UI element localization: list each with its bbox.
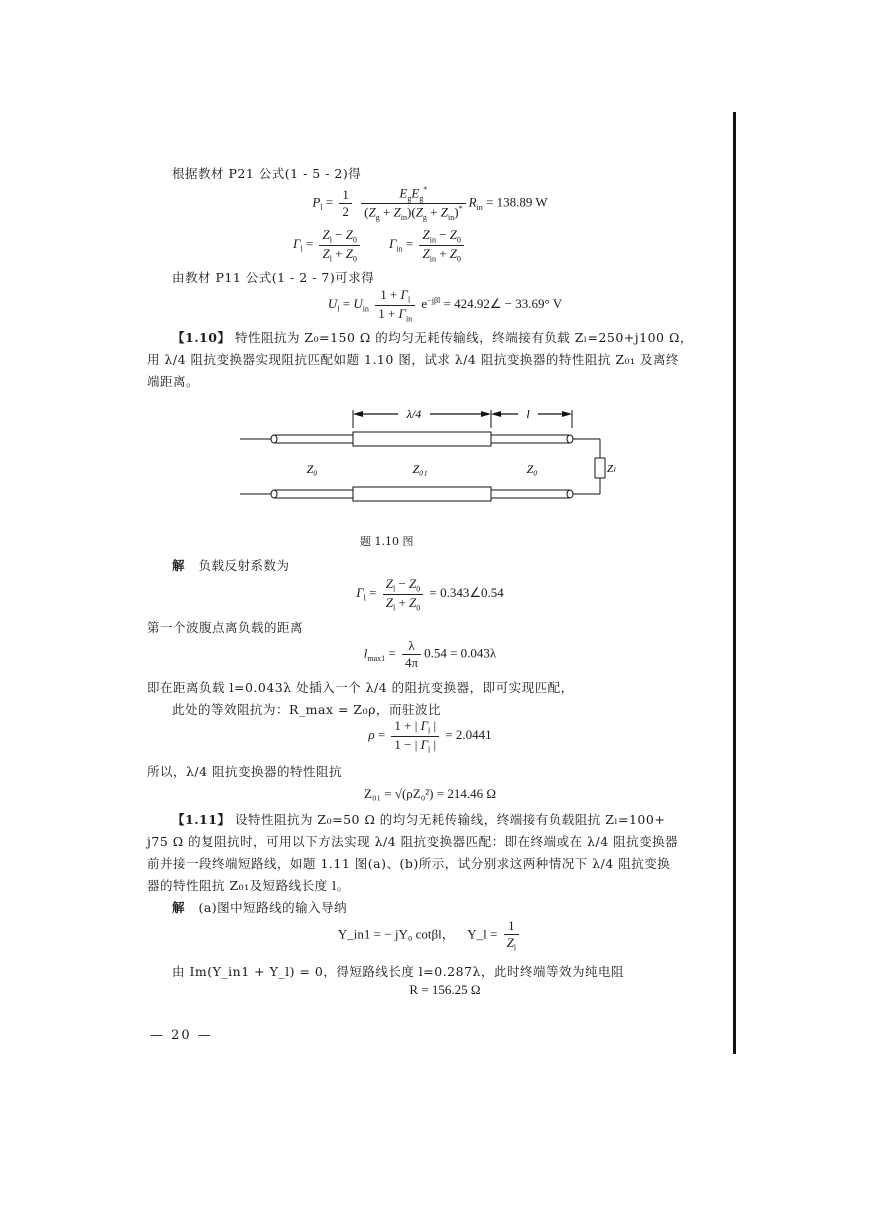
ul-result: = 424.92∠ − 33.69° V <box>443 296 563 312</box>
solution-2-label: 解 <box>172 900 186 915</box>
figure-caption: 题 1.10 图 <box>360 535 414 548</box>
yl-lhs: Y_l = <box>467 926 498 942</box>
equation-gamma: $\Gamma_l$ = $\frac{Z_l - Z_0}{Z_l + Z_0}$ $\Gamma_{in}$ = $\frac{Z_{in} - Z_0}{Z_{in} + Z_0}$ <box>0 227 760 263</box>
problem-1-11-label: 【1.11】 <box>172 812 231 827</box>
equation-lmax: $l_{max1}$ = $\frac{\lambda}{4\pi}$ 0.54 = 0.043λ <box>363 638 497 670</box>
equation-yin: Y_in1 = − jY₀ cotβl， Y_l = $\frac{1}{Z_l}$ <box>0 918 860 953</box>
l-length-label: l <box>526 407 530 421</box>
page-number: — 20 — <box>150 1028 213 1043</box>
equation-z01 <box>0 786 860 802</box>
p11-line: 由教材 P11 公式(1 - 2 - 7)可求得 <box>172 270 375 285</box>
problem-1-10-line3: 端距离。 <box>147 374 200 389</box>
intro-line: 根据教材 P21 公式(1 - 5 - 2)得 <box>172 166 362 181</box>
solution-label: 解 <box>172 558 186 573</box>
problem-1-10-line1 <box>172 328 693 346</box>
pl-result: = 138.89 W <box>486 194 548 210</box>
solution-2-text: (a)图中短路线的输入导纳 <box>198 900 348 915</box>
problem-1-11-line3: 前并接一段终端短路线，如题 1.11 图(a)、(b)所示，试分别求这两种情况下 λ/4 阻抗变换 <box>147 856 671 871</box>
problem-1-10-text1: 特性阻抗为 Z₀=150 Ω 的均匀无耗传输线，终端接有负载 Zₗ=250+j100 Ω， <box>234 330 693 345</box>
transmission-line-diagram <box>240 402 620 517</box>
z01-rhs: √(ρZ₀²) = 214.46 Ω <box>394 786 496 801</box>
rho-result: = 2.0441 <box>445 727 492 743</box>
lambda-quarter-label: λ/4 <box>406 407 422 421</box>
so-line: 所以，λ/4 阻抗变换器的特性阻抗 <box>147 764 343 779</box>
equation-pl: $P_l$ = $\frac{1}{2}$ $\frac{E_gE_g^*}{(Z_g + Z_{in})(Z_g + Z_{in})^*}$ $R_{in} = 138.89$ W <box>312 185 548 222</box>
problem-1-11-text1: 设特性阻抗为 Z₀=50 Ω 的均匀无耗传输线，终端接有负载阻抗 Zₗ=100+ <box>234 812 666 827</box>
im-line: 由 Im(Y_in1 + Y_l) = 0，得短路线长度 l=0.287λ，此时终端等效为纯电阻 <box>172 964 624 979</box>
problem-1-11-line4: 器的特性阻抗 Z₀₁及短路线长度 l。 <box>147 878 350 893</box>
insert-line: 即在距离负载 l=0.043λ 处插入一个 λ/4 的阻抗变换器，即可实现匹配， <box>147 680 574 695</box>
equation-ul: $U_l = U_{in}$ $\frac{1 + \Gamma_l}{1 + \Gamma_{in}}$ $e^{-j\beta l}$ = 424.92∠ − 33.69° V <box>327 287 563 324</box>
equation-r: R = 156.25 Ω <box>409 982 481 997</box>
equation-gamma-l: $\Gamma_l$ = $\frac{Z_l - Z_0}{Z_l + Z_0}$ = 0.343∠0.54 <box>356 576 504 613</box>
equiv-impedance-line: 此处的等效阻抗为：R_max = Z₀ρ，而驻波比 <box>172 702 441 717</box>
problem-1-10-line2: 用 λ/4 阻抗变换器实现阻抗匹配如题 1.10 图，试求 λ/4 阻抗变换器的特性阻抗 Z₀₁ 及离终 <box>147 352 680 367</box>
wave-antinode-line: 第一个波腹点离负载的距离 <box>147 620 304 635</box>
lmax-result: 0.54 = 0.043λ <box>424 645 497 661</box>
solution-text: 负载反射系数为 <box>198 558 290 573</box>
solution-1-11-intro <box>172 898 347 916</box>
z01-lhs: Z₀₁ = <box>364 786 392 801</box>
solution-1-10-intro <box>172 556 289 574</box>
equation-rho: ρ = $\frac{1 + | \Gamma_l |}{1 - | \Gamma_l |}$ = 2.0441 <box>368 718 492 755</box>
problem-1-11-line1 <box>172 810 665 828</box>
z0-left-label: Z₀ <box>306 462 318 476</box>
z0-right-label: Z₀ <box>526 462 538 476</box>
yin-left: Y_in1 = − jY₀ cotβl， <box>337 926 455 942</box>
z01-label: Z₀₁ <box>412 462 428 476</box>
problem-1-11-line2: j75 Ω 的复阻抗时，可用以下方法实现 λ/4 阻抗变换器匹配：即在终端或在 λ/4 阻抗变换器 <box>147 834 679 849</box>
zl-load-label: Zₗ <box>607 463 615 475</box>
problem-1-10-label: 【1.10】 <box>172 330 231 345</box>
gamma-l-result: = 0.343∠0.54 <box>429 585 504 601</box>
